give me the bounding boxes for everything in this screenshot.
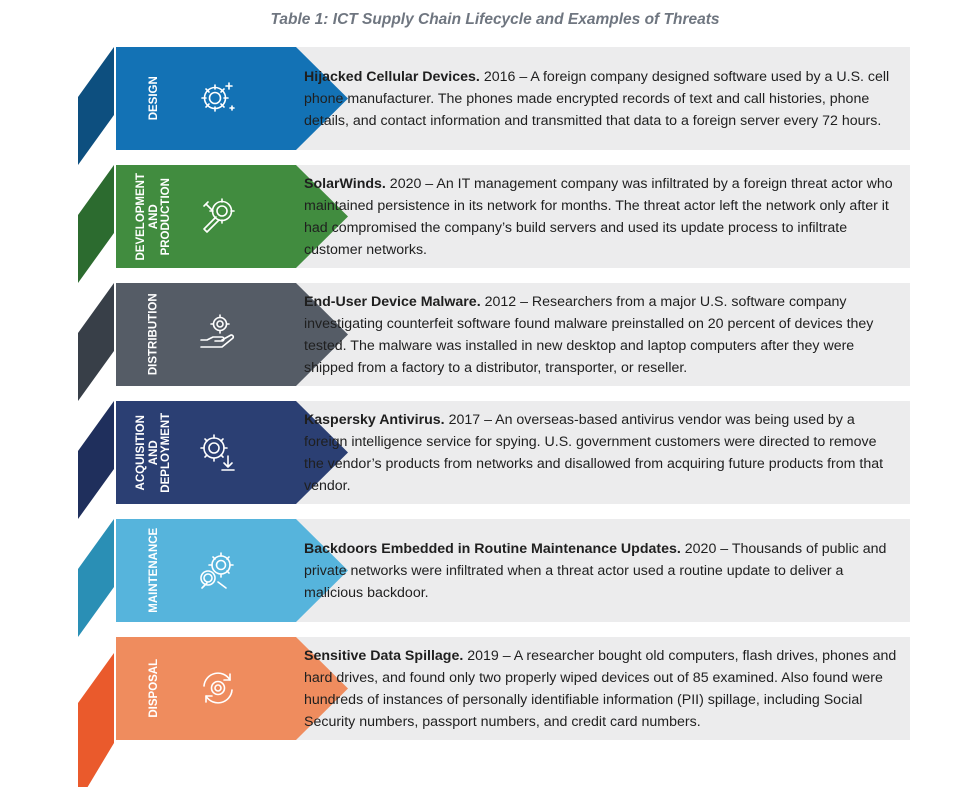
threat-body: 2016 – A foreign company designed software used by a U.S. cell phone manufacturer. The phones made encrypted records of text and call histories, phone details, and contact information and transmitted that data to a foreign server every 72 hours. xyxy=(304,68,890,129)
gears-wrench-icon xyxy=(196,548,240,592)
threat-title: SolarWinds. xyxy=(304,175,386,192)
stage-label: ACQUISITION AND DEPLOYMENT xyxy=(135,412,173,493)
ribbon-shape xyxy=(78,519,114,637)
gear-sparkle-icon xyxy=(196,76,240,120)
hand-gear-icon xyxy=(196,312,240,356)
left-ribbon-segment xyxy=(78,47,114,165)
lifecycle-row-maintenance xyxy=(78,519,910,622)
gear-download-icon xyxy=(196,430,240,474)
threat-title: Backdoors Embedded in Routine Maintenance Updates. xyxy=(304,540,681,557)
threat-description xyxy=(304,401,900,504)
recycle-gear-icon xyxy=(196,666,240,710)
left-ribbon-segment xyxy=(78,637,114,787)
lifecycle-row-acquisition xyxy=(78,401,910,504)
threat-description xyxy=(304,283,900,386)
left-ribbon-segment xyxy=(78,401,114,519)
threat-body: 2019 – A researcher bought old computers, flash drives, phones and hard drives, and found only two properly wiped devices out of 85 examined. Also found were hundreds of instances of personally identifiable information (PII) spillage, including Social Security numbers, passport numbers, and credit card numbers. xyxy=(304,647,897,730)
left-ribbon-segment xyxy=(78,283,114,401)
threat-title: Kaspersky Antivirus. xyxy=(304,411,445,428)
ribbon-shape xyxy=(78,165,114,283)
stage-label: MAINTENANCE xyxy=(147,528,160,613)
threat-description xyxy=(304,637,900,740)
ribbon-shape xyxy=(78,47,114,165)
ribbon-shape xyxy=(78,283,114,401)
table-caption: Table 1: ICT Supply Chain Lifecycle and Examples of Threats xyxy=(270,11,720,28)
left-ribbon-segment xyxy=(78,165,114,283)
lifecycle-row-distribution xyxy=(78,283,910,386)
threat-title: End-User Device Malware. xyxy=(304,293,481,310)
threat-description xyxy=(304,47,900,150)
threat-description xyxy=(304,519,900,622)
threat-body: 2020 – An IT management company was infiltrated by a foreign threat actor who maintained persistence in its network for months. The threat actor left the network only after it had compromised the company’s build servers and used its update process to infiltrate customer networks. xyxy=(304,175,893,258)
threat-body: 2012 – Researchers from a major U.S. software company investigating counterfeit software found malware preinstalled on 20 percent of devices they tested. The malware was installed in new desktop and laptop computers after they were shipped from a factory to a distributor, transporter, or reseller. xyxy=(304,293,874,376)
stage-label: DISTRIBUTION xyxy=(147,293,160,376)
threat-title: Sensitive Data Spillage. xyxy=(304,647,464,664)
threat-description xyxy=(304,165,900,268)
lifecycle-row-development xyxy=(78,165,910,268)
stage-label: DEVELOPMENT AND PRODUCTION xyxy=(135,172,173,261)
threat-title: Hijacked Cellular Devices. xyxy=(304,68,480,85)
stage-label: DESIGN xyxy=(147,76,160,121)
ribbon-shape xyxy=(78,401,114,519)
lifecycle-row-disposal xyxy=(78,637,910,740)
ribbon-shape xyxy=(78,653,114,787)
threat-body: 2017 – An overseas-based antivirus vendor was being used by a foreign intelligence service for spying. U.S. government customers were directed to remove the vendor’s products from networks and disallowed from acquiring future products from that vendor. xyxy=(304,411,884,494)
stage-label: DISPOSAL xyxy=(147,659,160,718)
threat-body: 2020 – Thousands of public and private networks were infiltrated when a threat actor used a routine update to deliver a malicious backdoor. xyxy=(304,540,887,601)
wrench-gear-icon xyxy=(196,194,240,238)
lifecycle-row-design xyxy=(78,47,910,150)
left-ribbon-segment xyxy=(78,519,114,637)
